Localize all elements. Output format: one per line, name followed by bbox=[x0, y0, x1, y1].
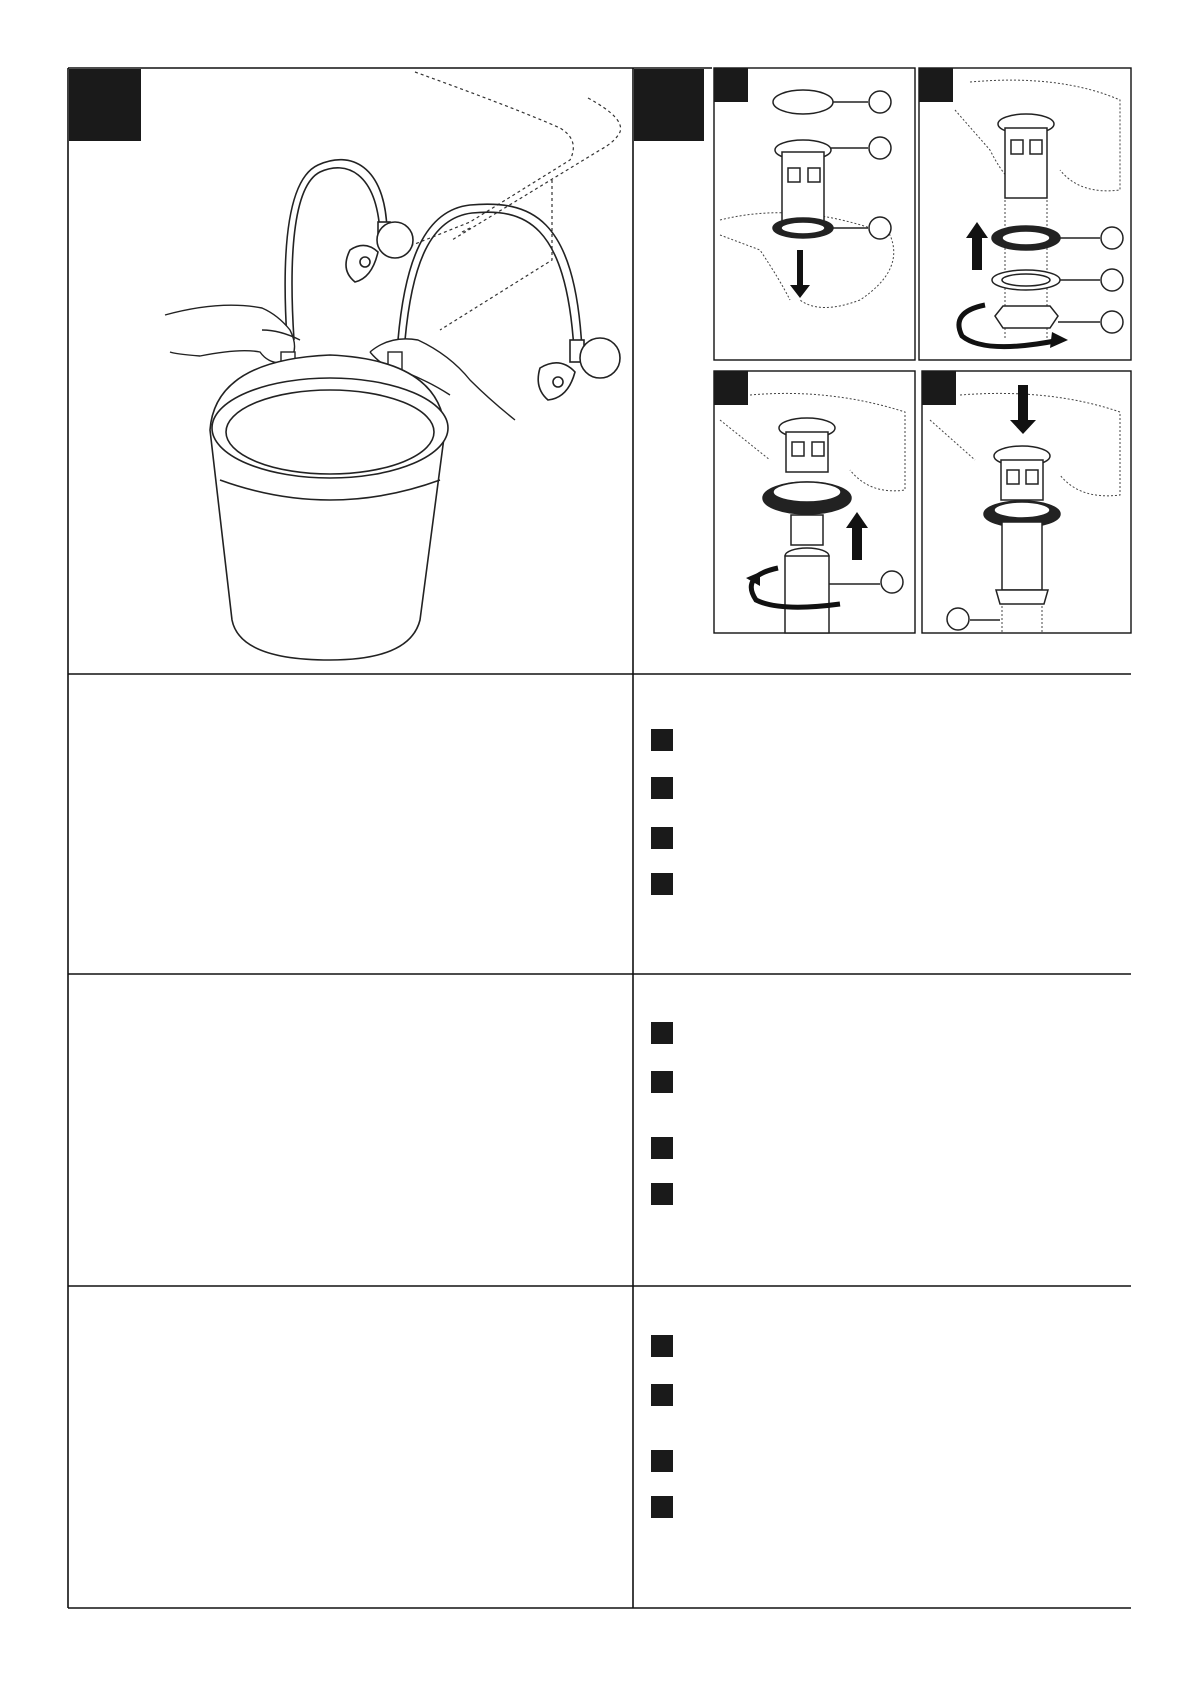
section-2-markers bbox=[651, 1022, 673, 1205]
flush-lines-illustration bbox=[69, 69, 621, 660]
step-marker bbox=[651, 873, 673, 895]
step-marker bbox=[651, 827, 673, 849]
page-grid bbox=[68, 68, 1131, 1608]
cabinet-outline bbox=[400, 72, 621, 330]
step-marker bbox=[651, 777, 673, 799]
drain-step-panel-3 bbox=[714, 371, 915, 633]
step-marker bbox=[651, 1071, 673, 1093]
step-marker bbox=[651, 1022, 673, 1044]
step-marker bbox=[651, 729, 673, 751]
drain-install-illustration bbox=[634, 68, 1131, 633]
drain-step-panel-2 bbox=[919, 68, 1131, 360]
step-marker bbox=[651, 1183, 673, 1205]
section-1-markers bbox=[651, 729, 673, 895]
step-marker bbox=[651, 1450, 673, 1472]
step-number-box-left bbox=[69, 69, 141, 141]
left-supply-hose bbox=[285, 160, 413, 340]
drain-step-panel-4 bbox=[922, 371, 1131, 633]
section-3-markers bbox=[651, 1335, 673, 1518]
step-marker bbox=[651, 1335, 673, 1357]
bucket bbox=[210, 355, 448, 660]
step-marker bbox=[651, 1137, 673, 1159]
step-marker bbox=[651, 1384, 673, 1406]
step-number-box-right bbox=[634, 69, 704, 141]
drain-step-panel-1 bbox=[714, 68, 915, 360]
step-marker bbox=[651, 1496, 673, 1518]
